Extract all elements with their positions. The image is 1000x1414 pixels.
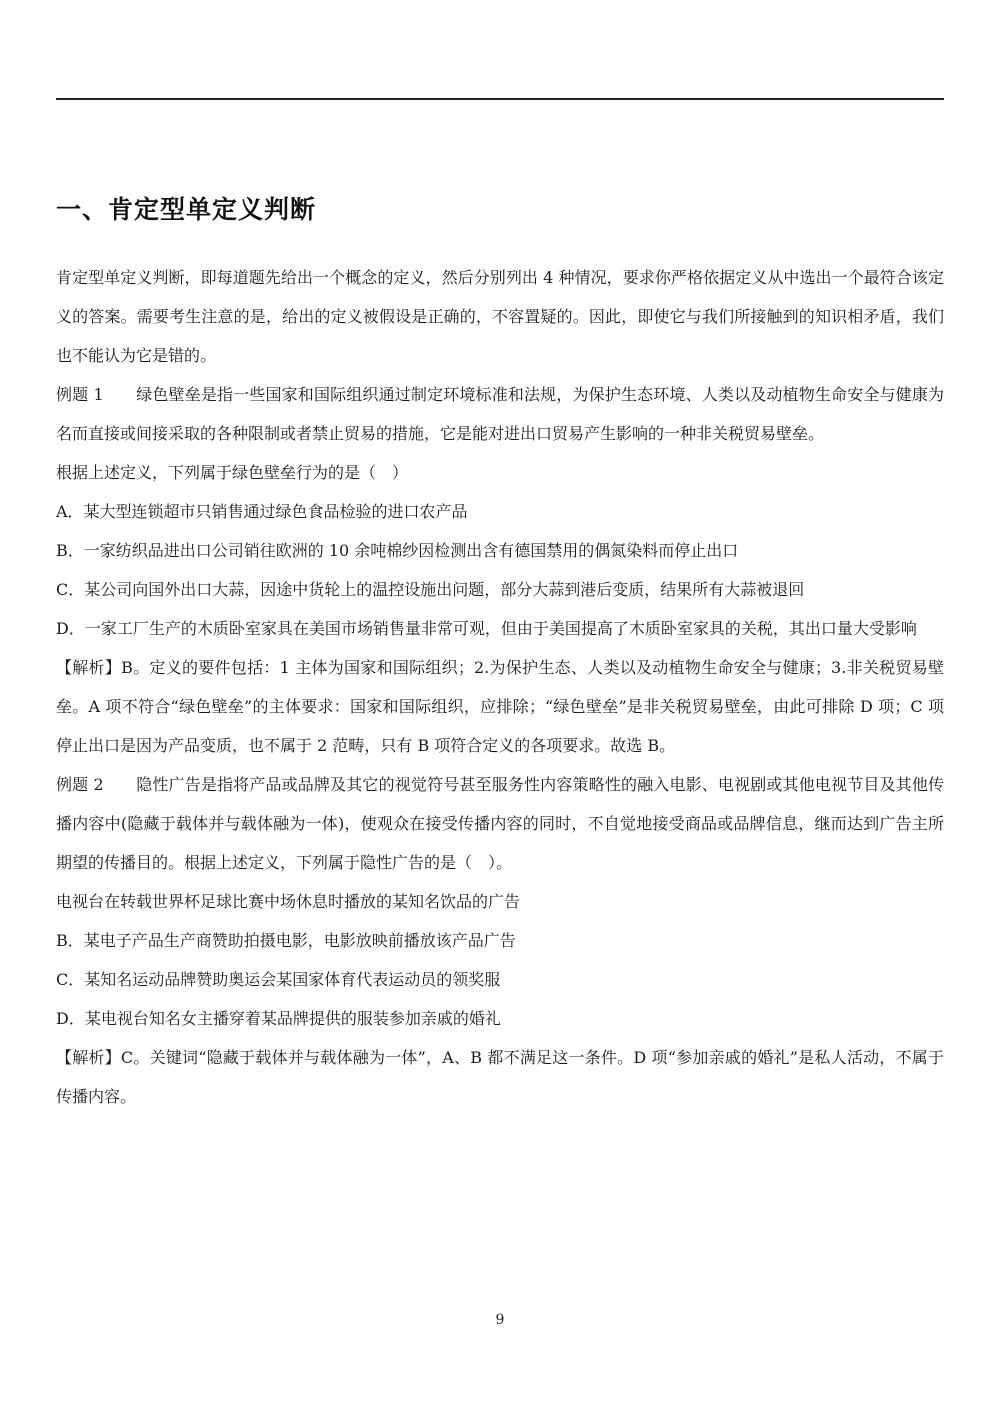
example-1-option-a: A．某大型连锁超市只销售通过绿色食品检验的进口农产品 [56,502,468,521]
example-2-option-d: D．某电视台知名女主播穿着某品牌提供的服装参加亲戚的婚礼 [56,1009,501,1028]
intro-paragraph: 肯定型单定义判断，即每道题先给出一个概念的定义，然后分别列出 4 种情况，要求你严格依据定义从中选出一个最符合该定义的答案。需要考生注意的是，给出的定义被假设是正确的，不容置疑的。因此，即使它与我们所接触到的知识相矛盾，我们也不能认为它是错的。 [56,268,944,365]
example-2-analysis: 【解析】C。关键词“隐藏于载体并与载体融为一体”，A、B 都不满足这一条件。D 项“参加亲戚的婚礼”是私人活动，不属于传播内容。 [56,1048,944,1106]
example-2-paragraph: 例题 2 隐性广告是指将产品或品牌及其它的视觉符号甚至服务性内容策略性的融入电影、电视剧或其他电视节目及其他传播内容中(隐藏于载体并与载体融为一体)，使观众在接受传播内容的同时，不自觉地接受商品或品牌信息，继而达到广告主所期望的传播目的。根据上述定义，下列属于隐性广告的是（ ）。 [56,775,944,872]
example-1-option-d: D．一家工厂生产的木质卧室家具在美国市场销售量非常可观，但由于美国提高了木质卧室家具的关税，其出口量大受影响 [56,619,917,638]
example-2-option-c: C．某知名运动品牌赞助奥运会某国家体育代表运动员的领奖服 [56,970,501,989]
example-1-option-b: B．一家纺织品进出口公司销往欧洲的 10 余吨棉纱因检测出含有德国禁用的偶氮染料而停止出口 [56,541,739,560]
example-2-option-a: 电视台在转载世界杯足球比赛中场休息时播放的某知名饮品的广告 [56,892,521,911]
header-rule [56,98,944,100]
example-1-question: 根据上述定义，下列属于绿色壁垒行为的是（ ） [56,463,409,482]
page-number: 9 [495,1312,505,1328]
example-1-analysis: 【解析】B。定义的要件包括：1 主体为国家和国际组织；2.为保护生态、人类以及动植物生命安全与健康；3.非关税贸易壁垒。A 项不符合“绿色壁垒”的主体要求：国家和国际组织，应排除；“绿色壁垒”是非关税贸易壁垒，由此可排除 D 项；C 项停止出口是因为产品变质，也不属于 2 范畴，只有 B 项符合定义的各项要求。故选 B。 [56,658,944,755]
section-title: 一、肯定型单定义判断 [56,195,317,224]
example-2-option-b: B．某电子产品生产商赞助拍摄电影，电影放映前播放该产品广告 [56,931,516,950]
example-1-paragraph: 例题 1 绿色壁垒是指一些国家和国际组织通过制定环境标准和法规，为保护生态环境、人类以及动植物生命安全与健康为名而直接或间接采取的各种限制或者禁止贸易的措施，它是能对进出口贸易产生影响的一种非关税贸易壁垒。 [56,385,944,443]
body-content [56,258,944,1116]
example-1-option-c: C．某公司向国外出口大蒜，因途中货轮上的温控设施出问题，部分大蒜到港后变质，结果所有大蒜被退回 [56,580,805,599]
